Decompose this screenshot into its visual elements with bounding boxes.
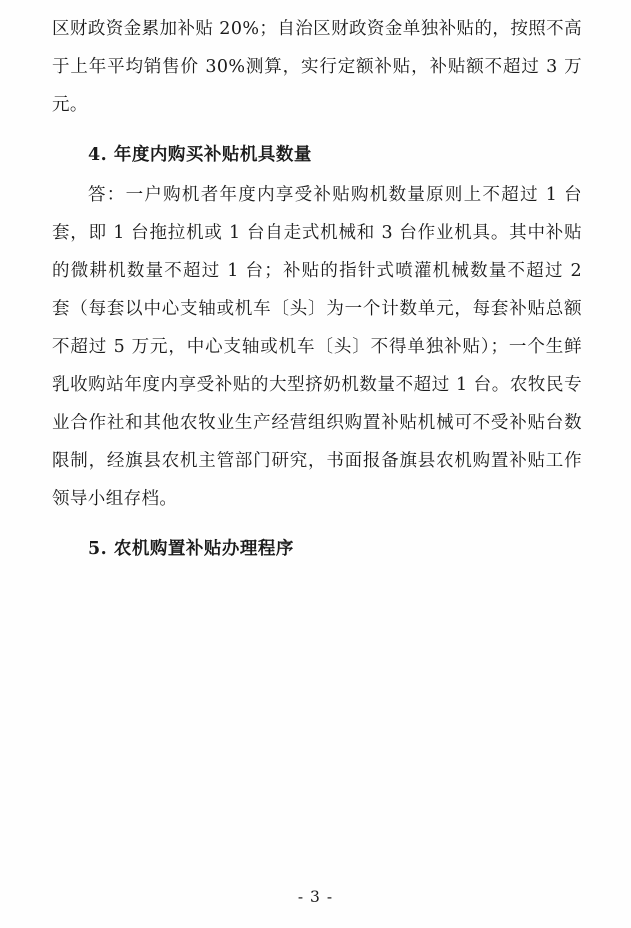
section-heading-5: 5. 农机购置补贴办理程序 [88,539,294,559]
paragraph-continued-subsidy: 区财政资金累加补贴 20%；自治区财政资金单独补贴的，按照不高于上年平均销售价 30%测算，实行定额补贴，补贴额不超过 3 万元。 [52,19,582,115]
page-number: - 3 - [297,888,334,906]
paragraph-answer-machine-quantity: 答：一户购机者年度内享受补贴购机数量原则上不超过 1 台套，即 1 台拖拉机或 1 台自走式机械和 3 台作业机具。其中补贴的微耕机数量不超过 1 台；补贴的指针式喷灌机械数量不超过 2 套（每套以中心支轴或机车〔头〕为一个计数单元，每套补贴总额不超过 5 万元，中心支轴或机车〔头〕不得单独补贴）；一个生鲜乳收购站年度内享受补贴的大型挤奶机数量不超过 1 台。农牧民专业合作社和其他农牧业生产经营组织购置补贴机械可不受补贴台数限制，经旗县农机主管部门研究，书面报备旗县农机购置补贴工作领导小组存档。 [52,185,582,509]
page-content [52,10,582,570]
section-heading-4: 4. 年度内购买补贴机具数量 [88,145,312,165]
